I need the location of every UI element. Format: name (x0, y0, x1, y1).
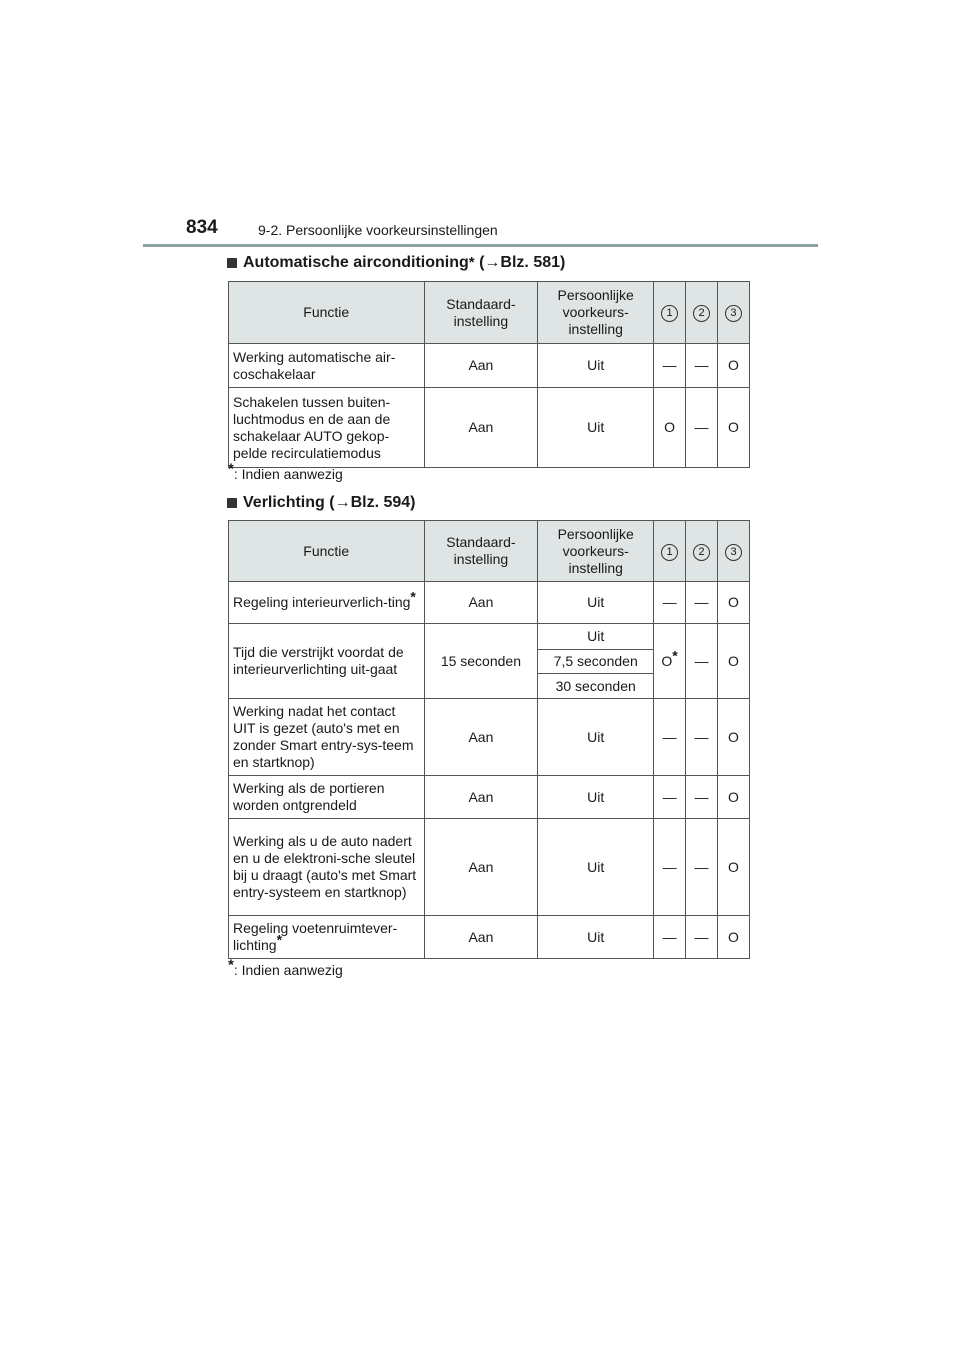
cell-2: — (686, 344, 718, 388)
cell-2: — (686, 776, 718, 819)
table-row (229, 388, 750, 468)
section-reference: (→Blz. 594) (329, 494, 416, 511)
asterisk-mark: * (228, 460, 234, 478)
asterisk-mark: * (410, 588, 416, 605)
cell-3: O (717, 388, 749, 468)
cell-custom-option: 7,5 seconden (538, 650, 654, 674)
cell-1: — (654, 344, 686, 388)
cell-3: O (717, 344, 749, 388)
asterisk-mark: * (672, 646, 678, 663)
column-header-default: Standaard-instelling (424, 282, 538, 344)
cell-custom: Uit (538, 582, 654, 624)
cell-default: Aan (424, 699, 538, 776)
verlichting-table (228, 520, 750, 959)
cell-default: Aan (424, 819, 538, 916)
cell-custom: Uit (538, 916, 654, 959)
chapter-title: 9-2. Persoonlijke voorkeursinstellingen (258, 222, 498, 238)
square-bullet-icon (227, 498, 237, 508)
cell-default: Aan (424, 776, 538, 819)
circled-2-icon: 2 (693, 544, 710, 561)
column-header-custom: Persoonlijke voorkeurs-instelling (538, 282, 654, 344)
circled-3-icon: 3 (725, 305, 742, 322)
circled-3-icon: 3 (725, 544, 742, 561)
column-header-3 (718, 521, 750, 582)
circled-2-icon: 2 (693, 305, 710, 322)
cell-custom: Uit (538, 776, 654, 819)
cell-3: O (718, 582, 750, 624)
table-header-row (229, 521, 750, 582)
section-reference: (→Blz. 581) (479, 254, 566, 271)
cell-function-text: Regeling interieurverlich-ting (233, 594, 411, 610)
square-bullet-icon (227, 258, 237, 268)
column-header-function: Functie (229, 282, 425, 344)
cell-function: Schakelen tussen buiten-luchtmodus en de aan de schakelaar AUTO gekop-pelde recirculatiemodus (229, 388, 425, 468)
cell-2: — (686, 699, 718, 776)
circled-1-icon: 1 (661, 544, 678, 561)
cell-default: Aan (424, 344, 538, 388)
footnote-text: : Indien aanwezig (233, 962, 343, 978)
cell-3: O (718, 699, 750, 776)
column-header-1 (654, 521, 686, 582)
column-header-custom: Persoonlijke voorkeurs-instelling (538, 521, 654, 582)
section-title-airconditioning: Automatische airconditioning * (→Blz. 581) (227, 254, 565, 272)
cell-function: Werking als de portieren worden ontgrendeld (229, 776, 425, 819)
cell-1: — (654, 819, 686, 916)
airconditioning-table (228, 281, 750, 468)
section-title-text: Verlichting (243, 494, 325, 511)
column-header-2 (686, 282, 718, 344)
section-title-text: Automatische airconditioning (243, 254, 469, 271)
cell-default: Aan (424, 916, 538, 959)
page-number: 834 (186, 217, 218, 238)
cell-function: Tijd die verstrijkt voordat de interieurverlichting uit-gaat (229, 624, 425, 699)
cell-function: Werking als u de auto nadert en u de elektroni-sche sleutel bij u draagt (auto's met Smart entry-systeem en startknop) (229, 819, 425, 916)
table-row (229, 916, 750, 959)
cell-function: Werking nadat het contact UIT is gezet (auto's met en zonder Smart entry-sys-teem en startknop) (229, 699, 425, 776)
cell-custom-option: Uit (538, 624, 654, 650)
footnote-verlichting (228, 956, 343, 978)
table-row (229, 819, 750, 916)
cell-3: O (718, 916, 750, 959)
cell-function-text: Regeling voetenruimtever-lichting (233, 920, 398, 953)
cell-2: — (686, 388, 718, 468)
cell-custom: Uit (538, 388, 654, 468)
cell-custom-option: 30 seconden (538, 674, 654, 699)
footnote-text: : Indien aanwezig (233, 466, 343, 482)
asterisk-mark: * (228, 956, 234, 974)
cell-1-text: O (661, 652, 673, 669)
cell-1: — (654, 699, 686, 776)
cell-1 (654, 624, 686, 699)
cell-2: — (686, 624, 718, 699)
cell-default: 15 seconden (424, 624, 538, 699)
cell-1: — (654, 916, 686, 959)
cell-2: — (686, 582, 718, 624)
table-row (229, 699, 750, 776)
cell-default: Aan (424, 388, 538, 468)
column-header-3 (717, 282, 749, 344)
column-header-default: Standaard-instelling (424, 521, 538, 582)
footnote-airconditioning (228, 460, 343, 482)
table-row (229, 582, 750, 624)
cell-function: Werking automatische air-coschakelaar (229, 344, 425, 388)
cell-1: — (654, 776, 686, 819)
cell-1: O (654, 388, 686, 468)
cell-3: O (718, 624, 750, 699)
cell-custom: Uit (538, 344, 654, 388)
cell-3: O (718, 819, 750, 916)
column-header-1 (654, 282, 686, 344)
column-header-function: Functie (229, 521, 425, 582)
cell-default: Aan (424, 582, 538, 624)
column-header-2 (686, 521, 718, 582)
cell-3: O (718, 776, 750, 819)
cell-function (229, 582, 425, 624)
section-title-verlichting (227, 494, 416, 512)
header-rule (143, 244, 818, 247)
cell-function (229, 916, 425, 959)
cell-2: — (686, 819, 718, 916)
circled-1-icon: 1 (661, 305, 678, 322)
cell-custom: Uit (538, 699, 654, 776)
table-header-row (229, 282, 750, 344)
table-row (229, 344, 750, 388)
cell-1: — (654, 582, 686, 624)
cell-2: — (686, 916, 718, 959)
table-row (229, 776, 750, 819)
cell-custom: Uit (538, 819, 654, 916)
table-row (229, 624, 750, 650)
asterisk-mark: * (276, 931, 283, 948)
